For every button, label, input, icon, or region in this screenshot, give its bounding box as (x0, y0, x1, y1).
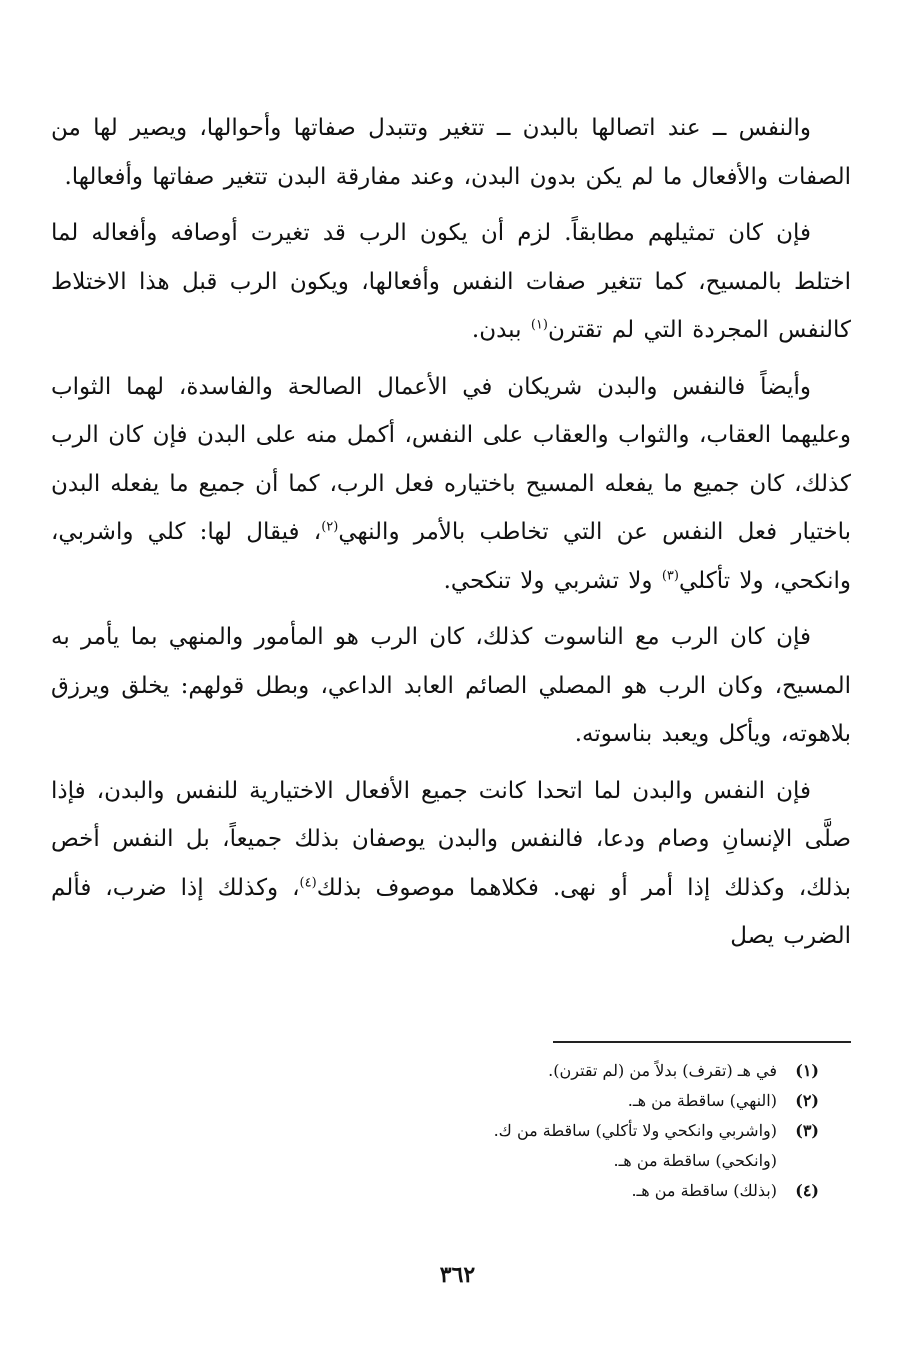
footnote-2-text: (النهي) ساقطة من هـ. (627, 1091, 777, 1110)
footnote-3-number: (٣) (795, 1121, 819, 1140)
footnote-3 (119, 1116, 819, 1146)
footnote-3-continuation: (وانكحي) ساقطة من هـ. (613, 1151, 777, 1170)
main-text-body (51, 104, 851, 961)
paragraph-5-text-b: ، وكذلك إذا ضرب، فألم الضرب يصل (51, 874, 851, 949)
footnote-divider (553, 1041, 851, 1043)
paragraph-3-text-b: ، فيقال لها: كلي واشربي، وانكحي، ولا تأكلي (51, 519, 851, 594)
paragraph-3 (51, 363, 851, 606)
footnote-ref-4[interactable]: (٤) (299, 874, 317, 890)
footnote-4-number: (٤) (795, 1181, 819, 1200)
paragraph-1-text: والنفس ــ عند اتصالها بالبدن ــ تتغير وتتبدل صفاتها وأحوالها، ويصير لها من الصفات والأفعال ما لم يكن بدون البدن، وعند مفارقة البدن تتغير صفاتها وأفعالها. (51, 115, 851, 190)
footnote-ref-1[interactable]: (١) (530, 317, 548, 333)
paragraph-5-text-a: فإن النفس والبدن لما اتحدا كانت جميع الأفعال الاختيارية للنفس والبدن، فإذا صلَّى الإنسانِ وصام ودعا، فالنفس والبدن يوصفان بذلك جميعاً، بل النفس أخص بذلك، وكذلك إذا أمر أو نهى. فكلاهما موصوف بذلك (51, 777, 851, 901)
paragraph-2-text-b: ببدن. (471, 317, 531, 343)
paragraph-5 (51, 767, 851, 961)
footnote-ref-2[interactable]: (٢) (321, 519, 339, 535)
paragraph-2-text-a: فإن كان تمثيلهم مطابقاً. لزم أن يكون الرب قد تغيرت أوصافه وأفعاله لما اختلط بالمسيح، كما تتغير صفات النفس وأفعالها، ويكون الرب قبل هذا الاختلاط كالنفس المجردة التي لم تقترن (51, 220, 852, 343)
paragraph-1 (51, 104, 851, 201)
page-number: ٣٦٢ (439, 1262, 476, 1288)
footnote-2 (119, 1086, 819, 1116)
paragraph-3-text-c: ولا تشربي ولا تنكحي. (443, 567, 662, 594)
footnote-4 (119, 1176, 819, 1206)
footnote-ref-3[interactable]: (٣) (661, 567, 679, 583)
paragraph-2 (51, 209, 851, 355)
footnote-2-number: (٢) (795, 1091, 819, 1110)
footnotes-section (119, 1056, 819, 1206)
paragraph-4 (51, 613, 851, 759)
paragraph-3-text-a: وأيضاً فالنفس والبدن شريكان في الأعمال الصالحة والفاسدة، لهما الثواب وعليهما العقاب، والثواب والعقاب على النفس، أكمل منه على البدن فإن كان الرب كذلك، كان جميع ما يفعله المسيح باختياره فعل الرب، كما أن جميع ما يفعله البدن باختيار فعل النفس عن التي تخاطب بالأمر والنهي (51, 373, 851, 545)
footnote-3-text: (واشربي وانكحي ولا تأكلي) ساقطة من ك. (493, 1121, 777, 1140)
paragraph-4-text: فإن كان الرب مع الناسوت كذلك، كان الرب هو المأمور والمنهي بما يأمر به المسيح، وكان الرب هو المصلي الصائم العابد الداعي، وبطل قولهم: يخلق ويرزق بلاهوته، ويأكل ويعبد بناسوته. (51, 624, 851, 747)
footnote-1 (119, 1056, 819, 1086)
footnote-4-text: (بذلك) ساقطة من هـ. (631, 1181, 777, 1200)
footnote-1-text: في هـ (تقرف) بدلاً من (لم تقترن). (548, 1061, 777, 1080)
footnote-1-number: (١) (795, 1061, 819, 1080)
